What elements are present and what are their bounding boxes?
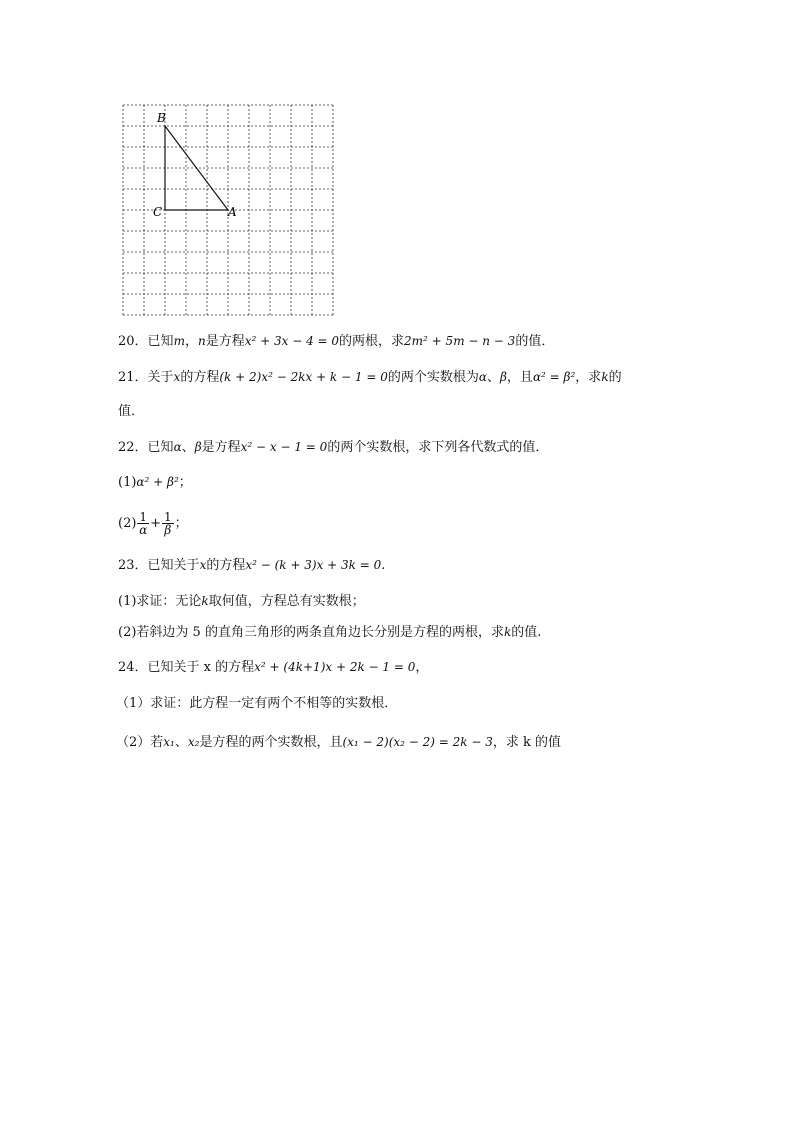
question-24: [118, 657, 428, 678]
part-end: ；: [174, 516, 188, 531]
q24-equation: x² + (4k+1)x + 2k − 1 = 0: [254, 660, 416, 674]
q21-line-2: 值．: [118, 404, 145, 419]
fraction-denominator: α: [139, 523, 148, 537]
q21-equation: (k + 2)x² − 2kx + k − 1 = 0: [219, 370, 388, 384]
var-alpha: α: [478, 370, 487, 384]
var-k: k: [201, 594, 209, 608]
question-20: [118, 331, 554, 352]
q22-separator: 、: [181, 440, 195, 455]
question-23: [118, 555, 385, 576]
vertex-label-b: B: [157, 111, 166, 125]
q24-part-2-text-a: （2）若: [116, 735, 164, 750]
q21-separator: 、: [486, 370, 500, 385]
q21-text-1: 关于: [147, 370, 174, 385]
var-n: n: [197, 334, 206, 348]
q21-text-3: 的两个实数根为: [387, 370, 479, 385]
grid-svg: [122, 104, 334, 316]
q23-part-2: [118, 622, 541, 643]
q21-text-4: ，且: [506, 370, 533, 385]
q23-part-2-end: 的值.: [511, 625, 542, 640]
q20-expression: 2m² + 5m − n − 3: [404, 334, 516, 348]
q24-part-2-text-b: 是方程的两个实数根，且: [199, 735, 343, 750]
question-number: 23．: [118, 558, 148, 573]
q21-condition: α² = β²: [532, 370, 576, 384]
q23-equation: x² − (k + 3)x + 3k = 0: [245, 558, 382, 572]
q22-part-1: [118, 472, 192, 493]
q21-text-5: ，求: [575, 370, 602, 385]
question-number: 24．: [118, 660, 148, 675]
q23-part-1-end: 取何值，方程总有实数根；: [208, 594, 365, 609]
q20-equation: x² + 3x − 4 = 0: [244, 334, 340, 348]
q23-part-1: [118, 591, 365, 612]
q22-part-2: [118, 510, 188, 538]
question-number: 22．: [118, 440, 148, 455]
part-label: (2): [118, 516, 137, 531]
q20-text-4: 的值．: [515, 334, 555, 349]
fraction-numerator: 1: [163, 510, 172, 524]
vertex-label-a: A: [228, 205, 237, 219]
q24-part-2: [116, 732, 561, 753]
var-x: x: [199, 558, 207, 572]
q20-text-2: 是方程: [205, 334, 245, 349]
q24-part-1: [116, 694, 397, 714]
q22-part-1-expression: α² + β²: [136, 475, 179, 489]
q23-text-2: 的方程: [206, 558, 246, 573]
var-x1: x₁: [163, 735, 175, 749]
var-x2: x₂: [187, 735, 200, 749]
q20-comma: ，: [184, 334, 198, 349]
fraction-1-over-alpha: [137, 511, 149, 536]
q24-separator: 、: [174, 735, 188, 750]
q21-text-2: 的方程: [180, 370, 220, 385]
q22-text-3: 的两个实数根，求下列各代数式的值．: [327, 440, 549, 455]
q20-text-1: 已知: [147, 334, 174, 349]
var-alpha: α: [173, 440, 182, 454]
fraction-numerator: 1: [139, 510, 148, 524]
q22-equation: x² − x − 1 = 0: [240, 440, 328, 454]
q23-part-2-text: (2)若斜边为 5 的直角三角形的两条直角边长分别是方程的两根，求: [118, 625, 504, 640]
q24-part-2-text-c: ，求 k 的值: [492, 735, 562, 750]
question-number: 20．: [118, 334, 148, 349]
grid-triangle-figure: [122, 104, 334, 316]
q24-text-2: ，: [415, 660, 429, 675]
q23-part-1-text: (1)求证：无论: [118, 594, 202, 609]
q23-text-1: 已知关于: [147, 558, 200, 573]
part-end: ；: [178, 475, 192, 490]
var-m: m: [173, 334, 185, 348]
q24-part-1-text: （1）求证：此方程一定有两个不相等的实数根．: [116, 696, 398, 711]
question-21: [118, 367, 622, 388]
part-label: (1): [118, 475, 137, 490]
var-x: x: [173, 370, 181, 384]
q24-text-1: 已知关于 x 的方程: [147, 660, 255, 675]
plus-sign: +: [150, 516, 161, 531]
var-k: k: [601, 370, 609, 384]
var-beta: β: [499, 370, 507, 384]
fraction-1-over-beta: [162, 511, 174, 536]
q23-text-3: .: [381, 558, 386, 573]
q24-condition: (x₁ − 2)(x₂ − 2) = 2k − 3: [342, 735, 493, 749]
q20-text-3: 的两根，求: [339, 334, 405, 349]
var-k: k: [503, 625, 512, 639]
question-21-continued: [118, 402, 144, 422]
question-number: 21．: [118, 370, 148, 385]
question-22: [118, 437, 548, 458]
q22-text-2: 是方程: [201, 440, 241, 455]
fraction-denominator: β: [164, 523, 172, 537]
var-beta: β: [194, 440, 202, 454]
q22-text-1: 已知: [147, 440, 174, 455]
vertex-label-c: C: [153, 205, 163, 219]
q21-text-6: 的: [608, 370, 622, 385]
triangle-abc: [165, 126, 228, 210]
